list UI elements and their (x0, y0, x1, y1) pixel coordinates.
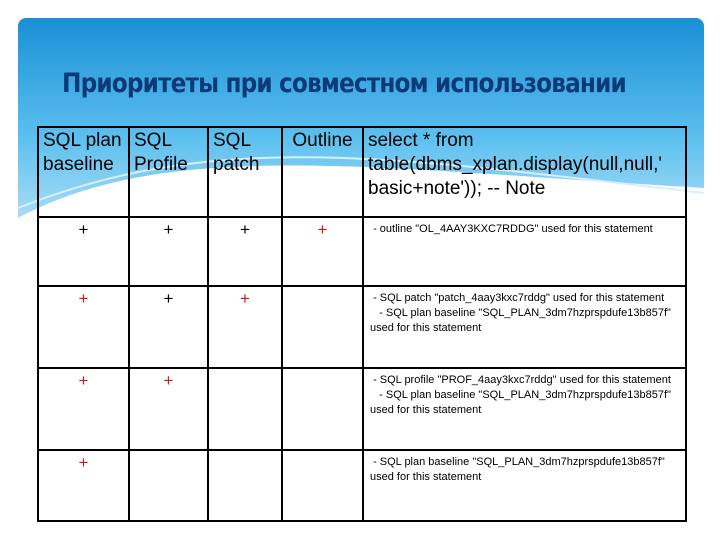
plus-cell (208, 368, 282, 450)
table-row (38, 217, 686, 286)
column-header: SQL Profile (129, 127, 208, 217)
plus-cell: + (282, 217, 363, 286)
plus-cell (282, 286, 363, 368)
plus-cell: + (38, 450, 129, 521)
plus-cell: + (129, 286, 208, 368)
plus-cell: + (38, 217, 129, 286)
plus-cell: + (129, 217, 208, 286)
note-cell (363, 368, 686, 450)
plus-cell: + (208, 217, 282, 286)
slide-title: Приоритеты при совместном использовании (62, 68, 626, 99)
note-cell (363, 450, 686, 521)
column-header: SQL patch (208, 127, 282, 217)
plus-cell (282, 450, 363, 521)
note-cell (363, 217, 686, 286)
plus-cell (282, 368, 363, 450)
table-row (38, 286, 686, 368)
note-line: - SQL plan baseline "SQL_PLAN_3dm7hzprspdufe13b857f" used for this statement (370, 389, 674, 416)
note-line: - SQL plan baseline "SQL_PLAN_3dm7hzprspdufe13b857f" used for this statement (370, 456, 668, 483)
column-header: SQL plan baseline (38, 127, 129, 217)
priority-table (37, 126, 687, 522)
column-header: select * from table(dbms_xplan.display(null,null,' basic+note')); -- Note (363, 127, 686, 217)
note-line: - SQL profile "PROF_4aay3kxc7rddg" used for this statement (370, 374, 671, 386)
table-row (38, 368, 686, 450)
plus-cell (208, 450, 282, 521)
plus-cell (129, 450, 208, 521)
note-line: - SQL plan baseline "SQL_PLAN_3dm7hzprspdufe13b857f" used for this statement (370, 307, 674, 334)
plus-cell: + (38, 286, 129, 368)
table-row (38, 450, 686, 521)
plus-cell: + (38, 368, 129, 450)
column-header: Outline (282, 127, 363, 217)
plus-cell: + (129, 368, 208, 450)
note-line: - SQL patch "patch_4aay3kxc7rddg" used for this statement (370, 292, 665, 304)
note-cell (363, 286, 686, 368)
plus-cell: + (208, 286, 282, 368)
note-line: - outline "OL_4AAY3KXC7RDDG" used for this statement (370, 223, 653, 235)
